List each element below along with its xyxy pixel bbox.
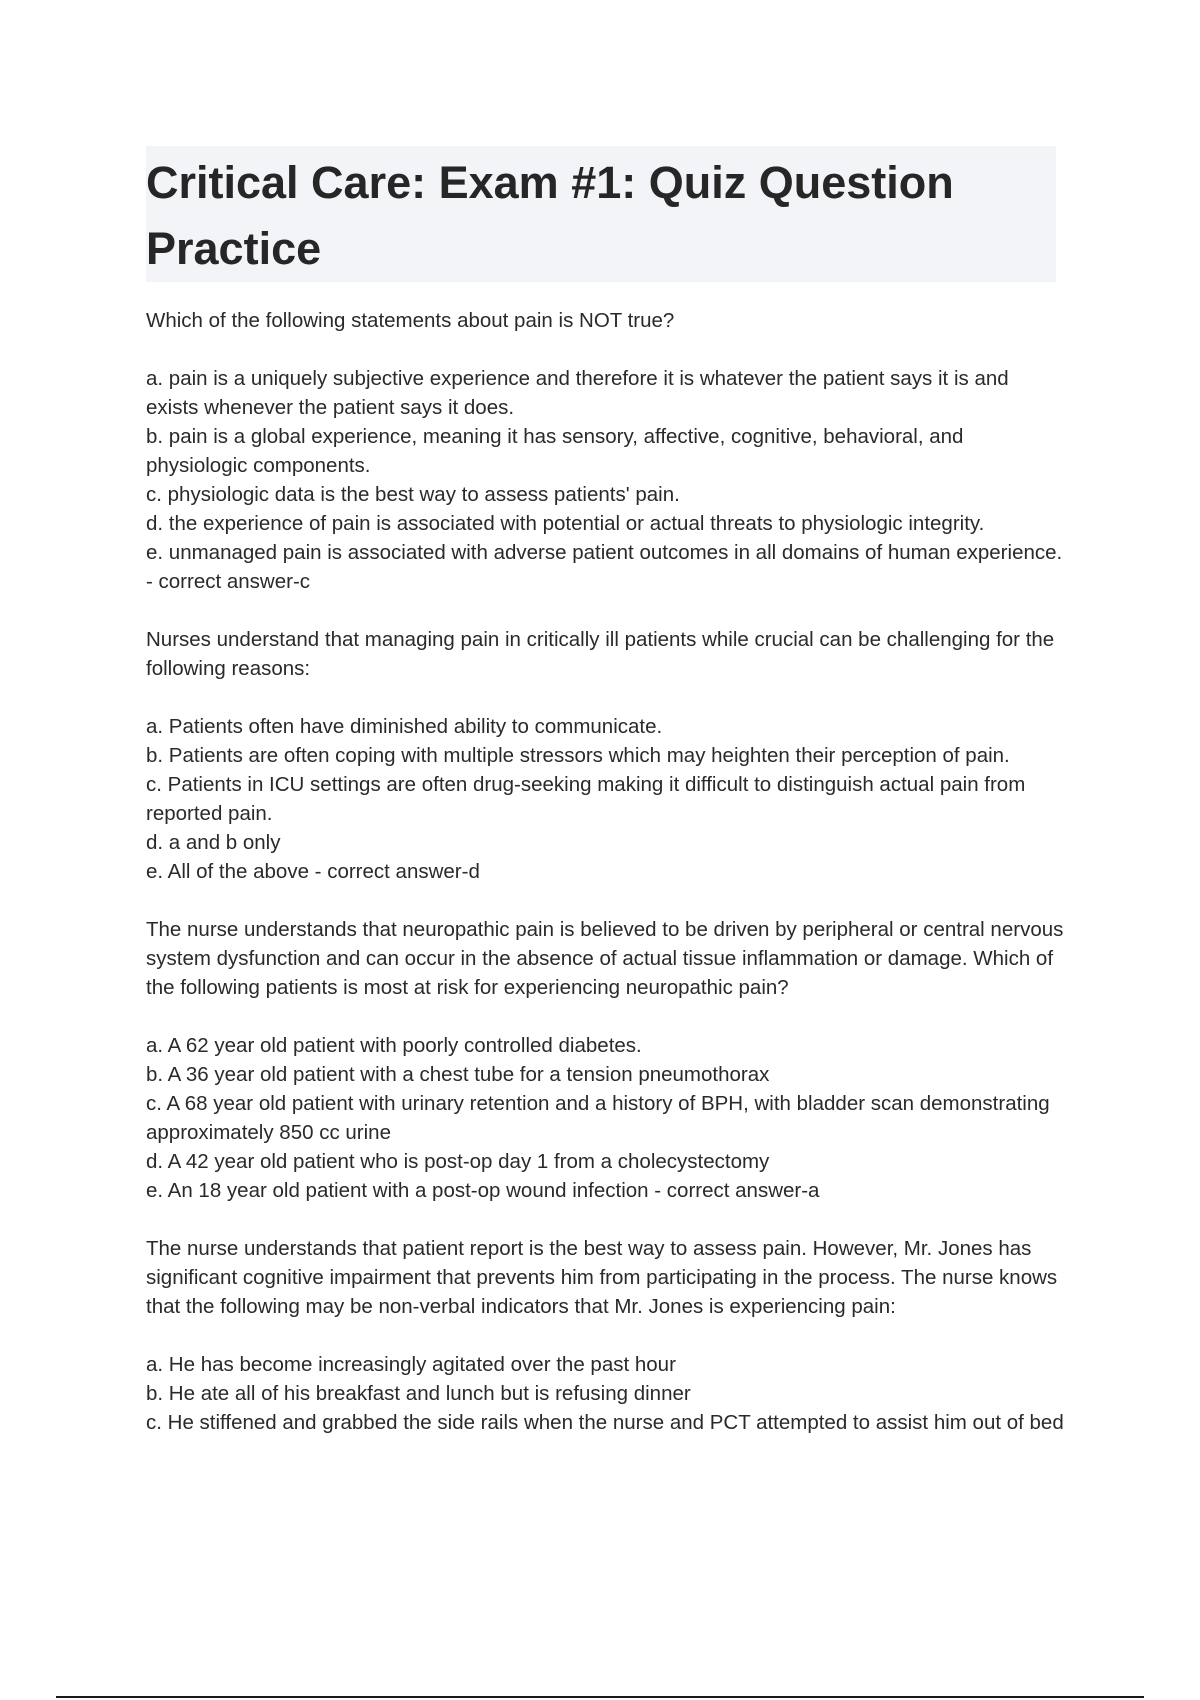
answer-option: c. A 68 year old patient with urinary retention and a history of BPH, with bladder scan demonstrating approximately 850 cc urine (146, 1092, 1050, 1144)
question-4 (146, 1234, 1066, 1437)
answer-option: e. unmanaged pain is associated with adverse patient outcomes in all domains of human experience. - correct answer-c (146, 541, 1063, 593)
title-banner (146, 146, 1056, 282)
answer-option: d. a and b only (146, 831, 281, 854)
answer-option: a. A 62 year old patient with poorly controlled diabetes. (146, 1034, 642, 1057)
answer-option: c. physiologic data is the best way to assess patients' pain. (146, 483, 680, 506)
answer-option: b. A 36 year old patient with a chest tube for a tension pneumothorax (146, 1063, 770, 1086)
question-text: Which of the following statements about pain is NOT true? (146, 309, 675, 332)
answer-option: b. He ate all of his breakfast and lunch but is refusing dinner (146, 1382, 691, 1405)
answer-option: a. He has become increasingly agitated over the past hour (146, 1353, 676, 1376)
question-text: Nurses understand that managing pain in critically ill patients while crucial can be challenging for the following reasons: (146, 628, 1055, 680)
answer-option: b. Patients are often coping with multiple stressors which may heighten their perception of pain. (146, 744, 1010, 767)
answer-option: d. A 42 year old patient who is post-op day 1 from a cholecystectomy (146, 1150, 770, 1173)
answer-option: a. pain is a uniquely subjective experience and therefore it is whatever the patient says it is and exists whenever the patient says it does. (146, 367, 1009, 419)
answer-option: a. Patients often have diminished ability to communicate. (146, 715, 663, 738)
answer-option: d. the experience of pain is associated with potential or actual threats to physiologic integrity. (146, 512, 985, 535)
document-body (146, 306, 1066, 1466)
page-title: Critical Care: Exam #1: Quiz Question Practice (146, 157, 954, 274)
question-text: The nurse understands that neuropathic pain is believed to be driven by peripheral or central nervous system dysfunction and can occur in the absence of actual tissue inflammation or damage. Which of the following patients is most at risk for experiencing neuropathic pain? (146, 918, 1064, 999)
question-1 (146, 306, 1066, 596)
answer-option: b. pain is a global experience, meaning it has sensory, affective, cognitive, behavioral, and physiologic components. (146, 425, 964, 477)
answer-option: c. He stiffened and grabbed the side rails when the nurse and PCT attempted to assist him out of bed (146, 1411, 1064, 1434)
answer-option: c. Patients in ICU settings are often drug-seeking making it difficult to distinguish actual pain from reported pain. (146, 773, 1026, 825)
question-3 (146, 915, 1066, 1205)
answer-option: e. An 18 year old patient with a post-op wound infection - correct answer-a (146, 1179, 820, 1202)
question-2 (146, 625, 1066, 886)
question-text: The nurse understands that patient report is the best way to assess pain. However, Mr. Jones has significant cognitive impairment that prevents him from participating in the process. The nurse knows that the following may be non-verbal indicators that Mr. Jones is experiencing pain: (146, 1237, 1058, 1318)
answer-option: e. All of the above - correct answer-d (146, 860, 480, 883)
page-bottom-rule (56, 1696, 1144, 1698)
